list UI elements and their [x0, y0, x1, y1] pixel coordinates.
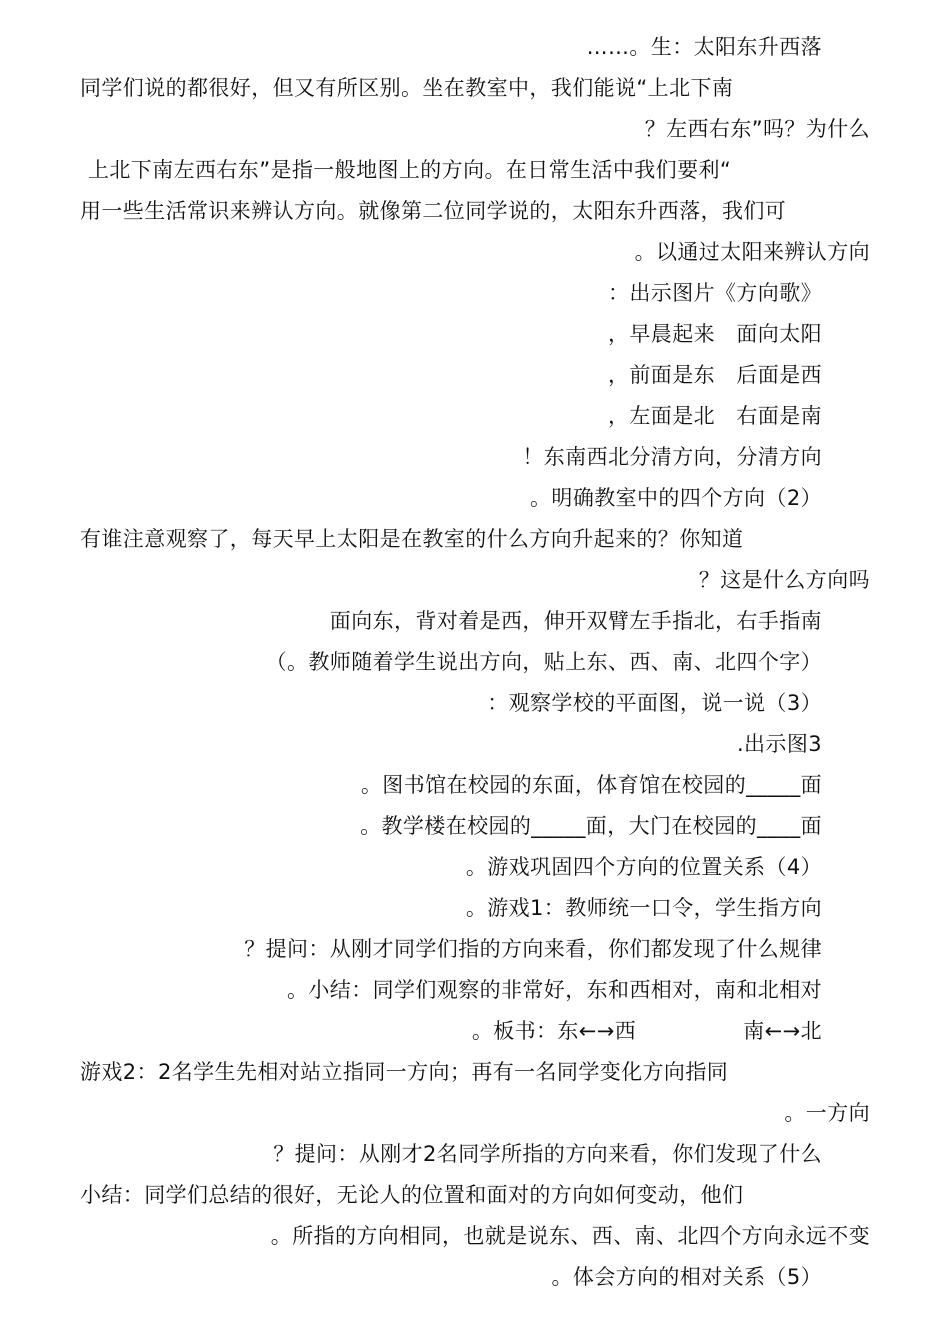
text-line: ，早晨起来 面向太阳: [608, 322, 822, 346]
text-line: ，左面是北 右面是南: [608, 404, 822, 428]
text-line: .出示图3: [736, 732, 822, 756]
text-line: 面向东，背对着是西，伸开双臂左手指北，右手指南: [329, 609, 822, 633]
text-line: 同学们说的都很好，但又有所区别。坐在教室中，我们能说“上北下南: [80, 76, 734, 100]
text-line: ：出示图片《方向歌》: [608, 281, 822, 305]
text-line: 。板书：东←→西 南←→北: [471, 1019, 822, 1043]
text-line: 小结：同学们总结的很好，无论人的位置和面对的方向如何变动，他们: [80, 1183, 744, 1207]
text-line: 。游戏巩固四个方向的位置关系（4）: [465, 855, 822, 879]
text-line: ？提问：从刚才2名同学所指的方向来看，你们发现了什么: [273, 1142, 822, 1166]
text-line: ？左西右东”吗？为什么: [644, 117, 870, 141]
text-line: 。明确教室中的四个方向（2）: [530, 486, 822, 510]
text-line: ：观察学校的平面图，说一说（3）: [487, 691, 822, 715]
text-line: ？提问：从刚才同学们指的方向来看，你们都发现了什么规律: [244, 937, 822, 961]
text-line: 上北下南左西右东”是指一般地图上的方向。在日常生活中我们要利“: [88, 158, 732, 182]
text-line: ……。生：太阳东升西落: [586, 35, 822, 59]
text-line: 游戏2：2名学生先相对站立指同一方向；再有一名同学变化方向指同: [80, 1060, 729, 1084]
text-line: 。教学楼在校园的_____面，大门在校园的____面: [360, 814, 822, 838]
text-line: ！东南西北分清方向，分清方向: [522, 445, 822, 469]
text-line: 。小结：同学们观察的非常好，东和西相对，南和北相对: [287, 978, 822, 1002]
text-line: 。游戏1：教师统一口令，学生指方向: [465, 896, 822, 920]
text-line: 。体会方向的相对关系（5）: [551, 1265, 822, 1289]
text-line: 有谁注意观察了，每天早上太阳是在教室的什么方向升起来的？你知道: [80, 527, 744, 551]
text-line: 。一方向: [784, 1101, 870, 1125]
text-line: 。以通过太阳来辨认方向: [634, 240, 870, 264]
text-line: （。教师随着学生说出方向，贴上东、西、南、北四个字）: [265, 650, 822, 674]
text-line: 。图书馆在校园的东面，体育馆在校园的_____面: [360, 773, 822, 797]
text-line: 。所指的方向相同，也就是说东、西、南、北四个方向永远不变: [270, 1224, 870, 1248]
text-line: ？这是什么方向吗: [698, 568, 870, 592]
text-line: 用一些生活常识来辨认方向。就像第二位同学说的，太阳东升西落，我们可: [80, 199, 787, 223]
text-line: ，前面是东 后面是西: [608, 363, 822, 387]
